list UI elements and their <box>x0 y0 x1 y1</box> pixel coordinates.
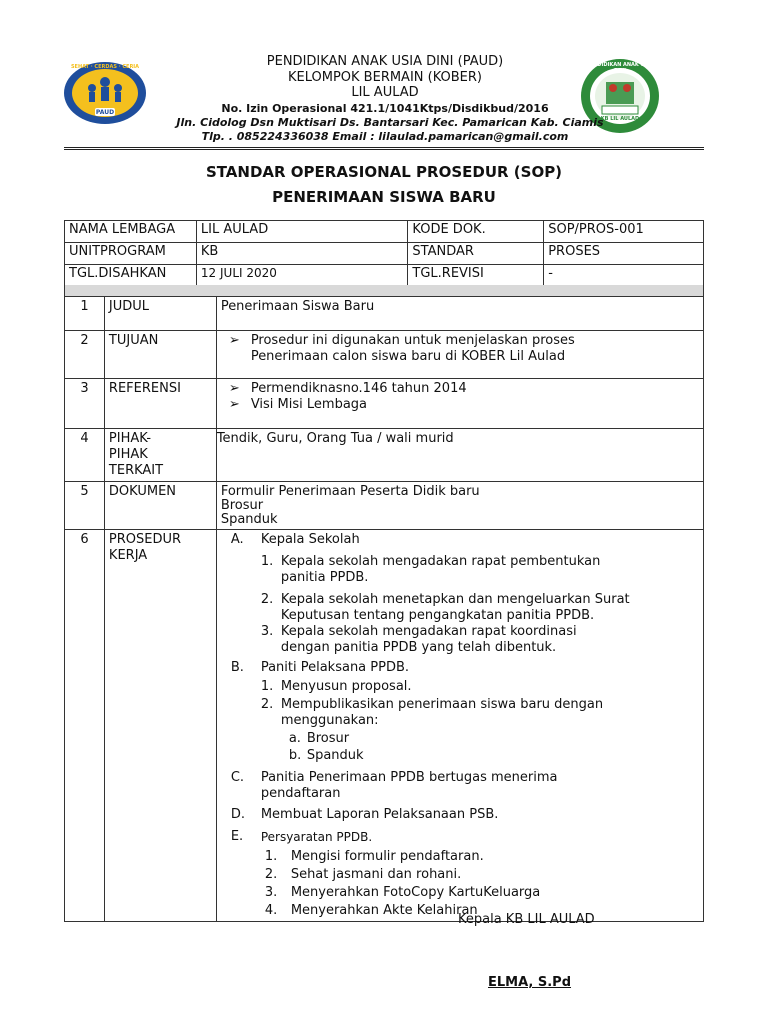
row-content <box>216 530 703 922</box>
right-logo-label: KB LIL AULAD <box>600 116 640 122</box>
row-number: 5 <box>65 482 105 530</box>
meta-table <box>64 220 704 287</box>
table-row <box>65 482 704 530</box>
left-logo-bottom-text: PAUD <box>95 109 115 116</box>
meta-cell: TGL.REVISI <box>408 265 544 287</box>
section-c: C. Panitia Penerimaan PPDB bertugas menerima pendaftaran <box>230 770 558 801</box>
list-item: 2. Mempublikasikan penerimaan siswa baru dengan menggunakan: <box>260 697 604 728</box>
meta-row <box>65 243 704 265</box>
meta-cell: - <box>544 265 704 287</box>
signature-title: Kepala KB LIL AULAD <box>458 912 595 927</box>
row-content: Tendik, Guru, Orang Tua / wali murid <box>216 429 703 482</box>
meta-cell: LIL AULAD <box>196 221 408 243</box>
meta-cell: TGL.DISAHKAN <box>65 265 197 287</box>
row-label: TUJUAN <box>104 331 216 379</box>
row-number: 4 <box>65 429 105 482</box>
list-item: 1. Mengisi formulir pendaftaran. <box>264 849 484 864</box>
section-e: E. Persyaratan PPDB. <box>230 829 373 844</box>
row-content: Formulir Penerimaan Peserta Didik baru Brosur Spanduk <box>216 482 703 530</box>
header-license: No. Izin Operasional 421.1/1041Ktps/Disdikbud/2016 <box>221 102 549 115</box>
meta-row <box>65 265 704 287</box>
list-item: 4. Menyerahkan Akte Kelahiran <box>264 903 478 918</box>
table-row <box>65 331 704 379</box>
section-b: B. Paniti Pelaksana PPDB. <box>230 660 410 675</box>
section-a: A. Kepala Sekolah <box>230 532 360 547</box>
right-logo-ring-text: PENDIDIKAN ANAK USIA DINI <box>586 62 654 74</box>
header-line-1: PENDIDIKAN ANAK USIA DINI (PAUD) <box>266 54 504 69</box>
table-row <box>65 379 704 429</box>
list-item: 1. Kepala sekolah mengadakan rapat pembentukan panitia PPDB. <box>260 554 601 585</box>
row-label: REFERENSI <box>104 379 216 429</box>
arrow-bullet-icon: ➢ <box>228 381 240 396</box>
list-item: 2. Kepala sekolah menetapkan dan mengeluarkan Surat Keputusan tentang pengangkatan panitia PPDB. <box>260 592 630 623</box>
arrow-bullet-icon: ➢ <box>228 333 240 348</box>
table-row <box>65 297 704 331</box>
meta-cell: UNITPROGRAM <box>65 243 197 265</box>
meta-cell: STANDAR <box>408 243 544 265</box>
header-divider <box>64 147 704 150</box>
doc-subtitle: PENERIMAAN SISWA BARU <box>272 188 496 206</box>
list-item: 2. Sehat jasmani dan rohani. <box>264 867 462 882</box>
header-line-3: LIL AULAD <box>351 85 419 100</box>
row-number: 1 <box>65 297 105 331</box>
row-label: PROSEDUR KERJA <box>104 530 216 922</box>
row-number: 6 <box>65 530 105 922</box>
row-number: 2 <box>65 331 105 379</box>
list-item: 3. Menyerahkan FotoCopy KartuKeluarga <box>264 885 541 900</box>
table-row <box>65 429 704 482</box>
left-logo-top-text: SEHAT · CERDAS · CERIA <box>70 64 140 70</box>
row-label: DOKUMEN <box>104 482 216 530</box>
meta-cell: PROSES <box>544 243 704 265</box>
meta-cell: 12 JULI 2020 <box>196 265 408 287</box>
bullet-continuation: Penerimaan calon siswa baru di KOBER Lil Aulad <box>250 349 566 364</box>
row-number: 3 <box>65 379 105 429</box>
meta-cell: KB <box>196 243 408 265</box>
meta-row <box>65 221 704 243</box>
row-content: Penerimaan Siswa Baru <box>216 297 703 331</box>
meta-cell: KODE DOK. <box>408 221 544 243</box>
section-d: D. Membuat Laporan Pelaksanaan PSB. <box>230 807 499 822</box>
row-label: JUDUL <box>104 297 216 331</box>
list-item: 3. Kepala sekolah mengadakan rapat koordinasi dengan panitia PPDB yang telah dibentuk. <box>260 624 577 655</box>
doc-title: STANDAR OPERASIONAL PROSEDUR (SOP) <box>205 163 563 181</box>
signature-name: ELMA, S.Pd <box>488 975 572 990</box>
meta-cell: NAMA LEMBAGA <box>65 221 197 243</box>
bullet-item: ➢ Permendiknasno.146 tahun 2014 <box>228 381 467 396</box>
bullet-item: ➢ Prosedur ini digunakan untuk menjelaskan proses <box>228 333 575 348</box>
list-subitem: a. Brosur <box>288 731 350 746</box>
header-contact: Tlp. . 085224336038 Email : lilaulad.pamarican@gmail.com <box>201 130 569 143</box>
arrow-bullet-icon: ➢ <box>228 397 240 412</box>
row-content <box>216 379 703 429</box>
meta-cell: SOP/PROS-001 <box>544 221 704 243</box>
header-line-2: KELOMPOK BERMAIN (KOBER) <box>287 70 483 85</box>
header-address: Jln. Cidolog Dsn Muktisari Ds. Bantarsari Kec. Pamarican Kab. Ciamis <box>176 116 604 129</box>
sop-table <box>64 296 704 922</box>
bullet-item: ➢ Visi Misi Lembaga <box>228 397 368 412</box>
list-item: 1. Menyusun proposal. <box>260 679 412 694</box>
row-label: PIHAK- PIHAK TERKAIT <box>104 429 216 482</box>
table-row <box>65 530 704 922</box>
list-subitem: b. Spanduk <box>288 748 364 763</box>
row-content <box>216 331 703 379</box>
